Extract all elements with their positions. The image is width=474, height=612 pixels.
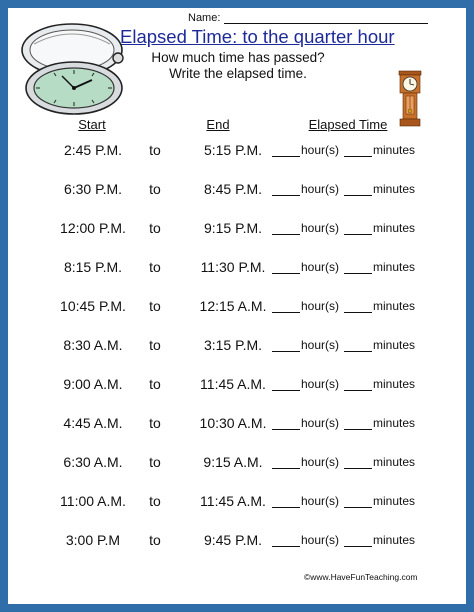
worksheet bbox=[8, 8, 466, 604]
problem-row bbox=[8, 177, 466, 216]
start-time: 10:45 P.M. bbox=[60, 298, 126, 314]
problem-row bbox=[8, 333, 466, 372]
hours-label: hour(s) bbox=[301, 143, 340, 157]
hours-blank[interactable] bbox=[272, 339, 300, 352]
minutes-blank[interactable] bbox=[344, 534, 372, 547]
name-label: Name: bbox=[188, 12, 221, 24]
minutes-label: minutes bbox=[373, 494, 416, 508]
start-time: 6:30 P.M. bbox=[63, 181, 123, 197]
hours-blank[interactable] bbox=[272, 534, 300, 547]
elapsed-answer bbox=[272, 143, 415, 157]
connector-to: to bbox=[149, 298, 161, 314]
page-title: Elapsed Time: to the quarter hour bbox=[120, 26, 395, 47]
minutes-label: minutes bbox=[373, 338, 416, 352]
hours-label: hour(s) bbox=[301, 260, 340, 274]
elapsed-answer bbox=[272, 494, 415, 508]
hours-blank[interactable] bbox=[272, 261, 300, 274]
start-time: 9:00 A.M. bbox=[63, 376, 123, 392]
elapsed-answer bbox=[272, 299, 415, 313]
minutes-blank[interactable] bbox=[344, 456, 372, 469]
minutes-blank[interactable] bbox=[344, 417, 372, 430]
end-time: 9:45 P.M. bbox=[203, 532, 263, 548]
problem-row bbox=[8, 372, 466, 411]
name-blank[interactable] bbox=[224, 12, 428, 24]
problem-row bbox=[8, 255, 466, 294]
connector-to: to bbox=[149, 493, 161, 509]
end-time: 11:45 A.M. bbox=[200, 376, 266, 392]
minutes-blank[interactable] bbox=[344, 261, 372, 274]
connector-to: to bbox=[149, 181, 161, 197]
problem-row bbox=[8, 489, 466, 528]
minutes-label: minutes bbox=[373, 416, 416, 430]
end-time: 8:45 P.M. bbox=[203, 181, 263, 197]
connector-to: to bbox=[149, 337, 161, 353]
minutes-blank[interactable] bbox=[344, 495, 372, 508]
minutes-label: minutes bbox=[373, 260, 416, 274]
end-time: 11:45 A.M. bbox=[200, 493, 266, 509]
hours-label: hour(s) bbox=[301, 377, 340, 391]
minutes-blank[interactable] bbox=[344, 183, 372, 196]
pocket-watch-icon bbox=[12, 20, 130, 120]
hours-label: hour(s) bbox=[301, 182, 340, 196]
hours-label: hour(s) bbox=[301, 221, 340, 235]
minutes-label: minutes bbox=[373, 299, 416, 313]
connector-to: to bbox=[149, 532, 161, 548]
hours-label: hour(s) bbox=[301, 494, 340, 508]
hours-blank[interactable] bbox=[272, 456, 300, 469]
instruction-line-1: How much time has passed? bbox=[151, 50, 325, 65]
start-time: 8:30 A.M. bbox=[63, 337, 123, 353]
start-time: 11:00 A.M. bbox=[60, 493, 126, 509]
start-time: 3:00 P.M bbox=[65, 532, 121, 548]
elapsed-answer bbox=[272, 182, 415, 196]
copyright-notice: ©www.HaveFunTeaching.com bbox=[304, 572, 418, 582]
hours-label: hour(s) bbox=[301, 416, 340, 430]
problem-list bbox=[8, 138, 466, 567]
minutes-label: minutes bbox=[373, 182, 416, 196]
elapsed-answer bbox=[272, 455, 415, 469]
instruction-line-2: Write the elapsed time. bbox=[169, 66, 307, 81]
elapsed-answer bbox=[272, 221, 415, 235]
end-time: 3:15 P.M. bbox=[203, 337, 263, 353]
minutes-blank[interactable] bbox=[344, 339, 372, 352]
header-end: End bbox=[206, 117, 230, 132]
elapsed-answer bbox=[272, 260, 415, 274]
minutes-label: minutes bbox=[373, 221, 416, 235]
start-time: 2:45 P.M. bbox=[63, 142, 123, 158]
minutes-blank[interactable] bbox=[344, 144, 372, 157]
hours-label: hour(s) bbox=[301, 533, 340, 547]
minutes-label: minutes bbox=[373, 455, 416, 469]
minutes-label: minutes bbox=[373, 143, 416, 157]
problem-row bbox=[8, 216, 466, 255]
elapsed-answer bbox=[272, 338, 415, 352]
connector-to: to bbox=[149, 142, 161, 158]
hours-blank[interactable] bbox=[272, 378, 300, 391]
hours-label: hour(s) bbox=[301, 338, 340, 352]
elapsed-answer bbox=[272, 416, 415, 430]
start-time: 8:15 P.M. bbox=[63, 259, 123, 275]
problem-row bbox=[8, 411, 466, 450]
name-field bbox=[188, 12, 428, 24]
problem-row bbox=[8, 294, 466, 333]
problem-row bbox=[8, 450, 466, 489]
hours-blank[interactable] bbox=[272, 183, 300, 196]
hours-blank[interactable] bbox=[272, 300, 300, 313]
start-time: 4:45 A.M. bbox=[63, 415, 123, 431]
hours-label: hour(s) bbox=[301, 455, 340, 469]
header-elapsed-time: Elapsed Time bbox=[308, 117, 388, 132]
end-time: 9:15 A.M. bbox=[203, 454, 263, 470]
connector-to: to bbox=[149, 415, 161, 431]
minutes-blank[interactable] bbox=[344, 222, 372, 235]
elapsed-answer bbox=[272, 533, 415, 547]
hours-blank[interactable] bbox=[272, 144, 300, 157]
connector-to: to bbox=[149, 220, 161, 236]
end-time: 11:30 P.M. bbox=[200, 259, 266, 275]
connector-to: to bbox=[149, 454, 161, 470]
minutes-blank[interactable] bbox=[344, 378, 372, 391]
end-time: 10:30 A.M. bbox=[199, 415, 267, 431]
end-time: 9:15 P.M. bbox=[203, 220, 263, 236]
start-time: 12:00 P.M. bbox=[60, 220, 126, 236]
minutes-label: minutes bbox=[373, 377, 416, 391]
minutes-label: minutes bbox=[373, 533, 416, 547]
elapsed-answer bbox=[272, 377, 415, 391]
minutes-blank[interactable] bbox=[344, 300, 372, 313]
hours-blank[interactable] bbox=[272, 222, 300, 235]
end-time: 12:15 A.M. bbox=[199, 298, 267, 314]
problem-row bbox=[8, 528, 466, 567]
hours-blank[interactable] bbox=[272, 417, 300, 430]
connector-to: to bbox=[149, 259, 161, 275]
end-time: 5:15 P.M. bbox=[203, 142, 263, 158]
hours-label: hour(s) bbox=[301, 299, 340, 313]
problem-row bbox=[8, 138, 466, 177]
header-start: Start bbox=[78, 117, 106, 132]
start-time: 6:30 A.M. bbox=[63, 454, 123, 470]
hours-blank[interactable] bbox=[272, 495, 300, 508]
connector-to: to bbox=[149, 376, 161, 392]
